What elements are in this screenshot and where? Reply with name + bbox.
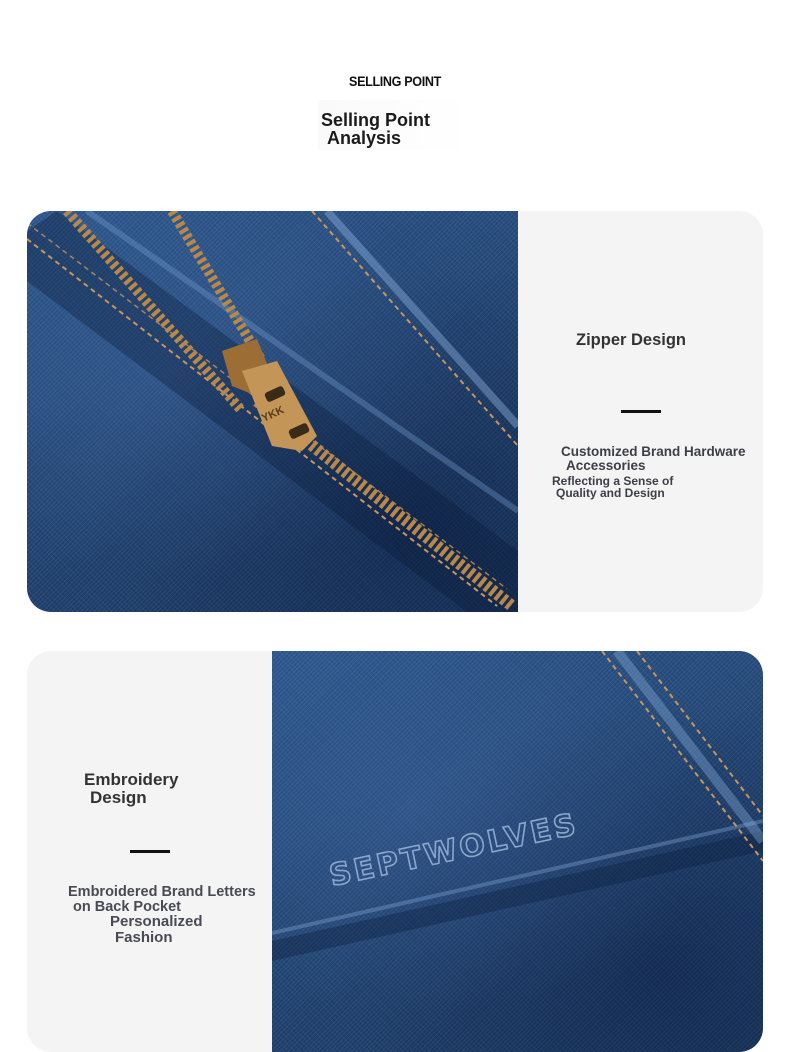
zipper-desc-line-2: Accessories (566, 458, 646, 473)
embroidery-divider (130, 850, 170, 853)
embroidery-desc-line-4: Fashion (115, 929, 173, 946)
section-title-line-1: Selling Point (321, 110, 431, 130)
embroidery-heading-line-1: Embroidery (84, 770, 179, 789)
zipper-pull-brand: YKK (259, 404, 287, 425)
zipper-desc-line-4: Quality and Design (556, 486, 665, 500)
embroidery-heading-line-2: Design (90, 788, 147, 807)
embroidery-desc-line-1: Embroidered Brand Letters (68, 884, 256, 900)
feature-card-zipper (27, 211, 763, 612)
embroidery-photo (272, 651, 763, 1052)
embroidery-desc-line-2: on Back Pocket (73, 899, 181, 915)
zipper-divider (621, 410, 661, 413)
embroidery-desc-line-3: Personalized (110, 913, 203, 930)
feature-card-embroidery (27, 651, 763, 1052)
section-title (318, 100, 470, 150)
zipper-photo (27, 211, 518, 612)
zipper-desc-line-3: Reflecting a Sense of (552, 474, 674, 488)
section-title-line-2: Analysis (327, 128, 402, 148)
zipper-desc-line-1: Customized Brand Hardware (561, 444, 746, 459)
embroidered-brand-text: SEPTWOLVES (326, 806, 582, 894)
zipper-heading: Zipper Design (576, 331, 687, 349)
section-eyebrow: SELLING POINT (349, 73, 441, 89)
